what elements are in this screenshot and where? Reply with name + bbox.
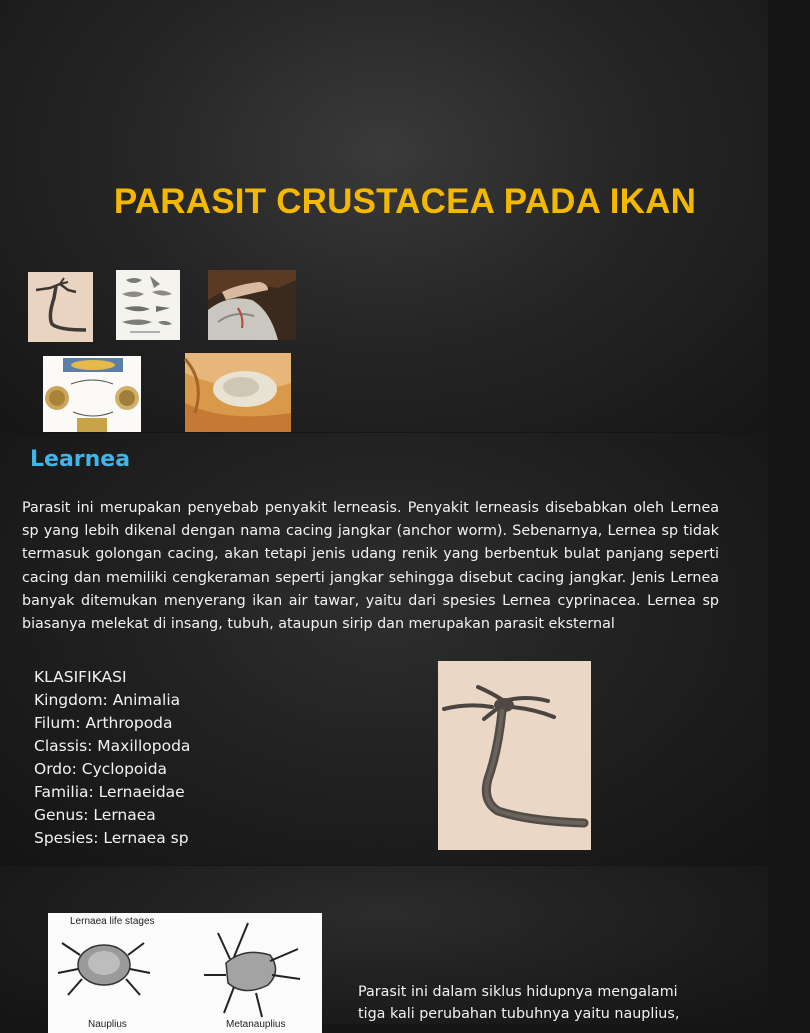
thumbnail-parasite-sketches (116, 270, 180, 340)
thumbnail-skin-lesion (185, 353, 291, 432)
classification-row: Kingdom: Animalia (34, 691, 181, 709)
life-cycle-text-line: tiga kali perubahan tubuhnya yaitu nauplius, (358, 1005, 680, 1022)
classification-row: Classis: Maxillopoda (34, 737, 191, 755)
thumbnail-infected-fish (208, 270, 296, 340)
figure-caption: Lernaea life stages (70, 916, 155, 927)
slide-learnea (0, 433, 768, 865)
classification-row: Filum: Arthropoda (34, 714, 173, 732)
classification-list (34, 666, 190, 850)
classification-heading: KLASIFIKASI (34, 668, 127, 686)
classification-row: Familia: Lernaeidae (34, 783, 185, 801)
section-heading: Learnea (30, 447, 131, 472)
stage-label-nauplius: Nauplius (88, 1019, 127, 1030)
description-paragraph: Parasit ini merupakan penyebab penyakit lerneasis. Penyakit lerneasis disebabkan oleh Lernea sp yang lebih dikenal dengan nama cacing jangkar (anchor worm). Sebenarnya, Lernea sp tidak termasuk golongan cacing, akan tetapi jenis udang renik yang berbentuk bulat panjang seperti cacing dan memiliki cengkeraman seperti jangkar sehingga disebut cacing jangkar. Jenis Lernea banyak ditemukan menyerang ikan air tawar, yaitu dari spesies Lernea cyprinacea. Lernea sp biasanya melekat di insang, tubuh, ataupun sirip dan merupakan parasit eksternal (22, 500, 719, 633)
stage-label-metanauplius: Metanauplius (226, 1019, 286, 1030)
life-cycle-text-line: Parasit ini dalam siklus hidupnya mengalami (358, 984, 678, 1000)
anchor-worm-photo (438, 661, 591, 850)
slide-title-heading: PARASIT CRUSTACEA PADA IKAN (113, 182, 697, 221)
life-cycle-text (358, 982, 718, 1025)
classification-row: Genus: Lernaea (34, 806, 156, 824)
thumbnail-life-cycle (43, 356, 141, 432)
life-stages-figure (48, 913, 322, 1033)
classification-row: Ordo: Cyclopoida (34, 760, 168, 778)
slide-title (0, 0, 768, 432)
thumbnail-anchor-worm (28, 272, 93, 342)
slide-life-stages (0, 866, 768, 1030)
classification-row: Spesies: Lernaea sp (34, 829, 189, 847)
